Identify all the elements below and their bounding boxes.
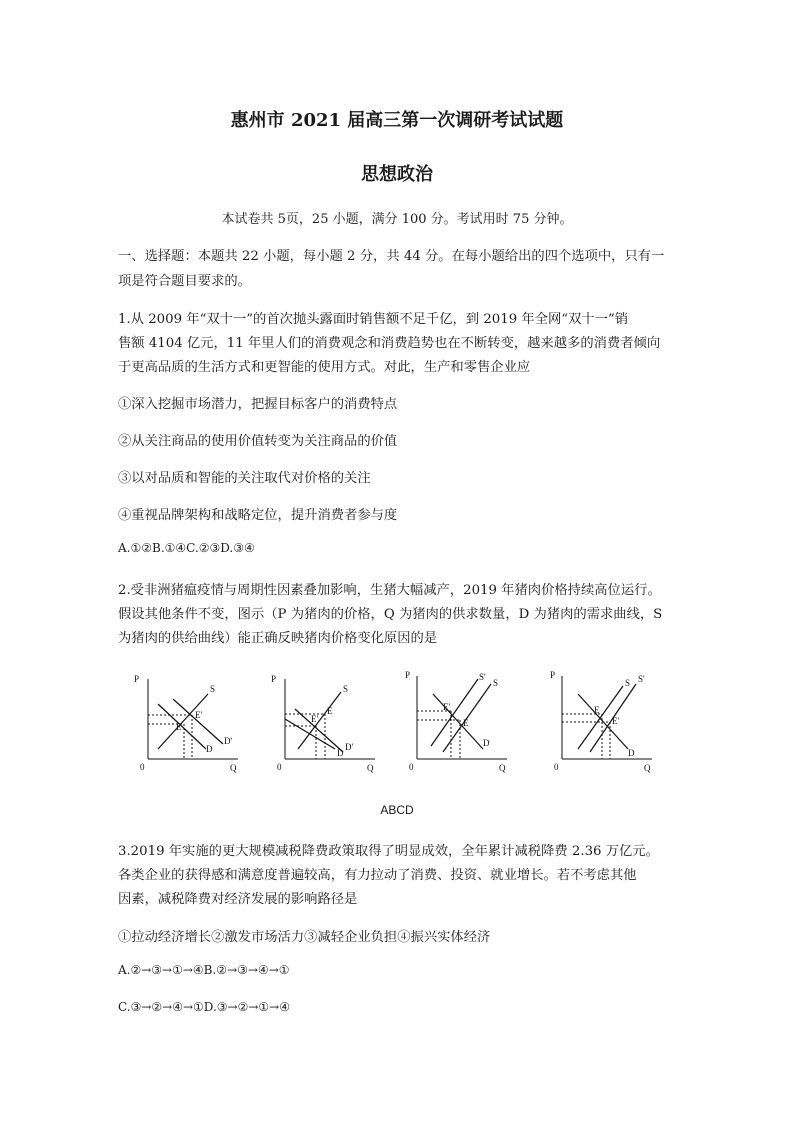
question-3-line2: 各类企业的获得感和满意度普遍较高，有力拉动了消费、投资、就业增长。若不考虑其他: [118, 868, 637, 883]
question-2-line2: 假设其他条件不变，图示（P 为猪肉的价格，Q 为猪肉的供求数量，D 为猪肉的需求曲线，S: [118, 607, 663, 622]
question-1-option-2: ②从关注商品的使用价值转变为关注商品的价值: [118, 434, 398, 449]
figure-c-axis-q: Q: [499, 763, 506, 773]
figure-b-axis-p: P: [271, 674, 277, 684]
figure-c-axis-p: P: [405, 670, 411, 680]
figure-b-label-e2: E': [311, 714, 319, 724]
figure-d-axis-q: Q: [644, 763, 651, 773]
figure-d-axis-p: P: [550, 670, 556, 680]
figure-b-origin: 0: [277, 762, 282, 772]
question-1-option-4: ④重视品牌架构和战略定位，提升消费者参与度: [118, 508, 398, 523]
figure-d-label-s: S: [625, 678, 631, 688]
figure-b-graph: [263, 664, 393, 779]
figure-a-label-e: E: [176, 722, 182, 732]
section-heading-line1: 一、选择题：本题共 22 小题，每小题 2 分，共 44 分。在每小题给出的四个选项中，只有一: [118, 249, 665, 264]
question-3-answers-cd: C.③→②→④→①D.③→②→①→④: [118, 1000, 290, 1014]
figure-c-origin: 0: [409, 762, 414, 772]
figure-a-origin: 0: [140, 762, 145, 772]
question-3-line1: 3.2019 年实施的更大规模减税降费政策取得了明显成效，全年累计减税降费 2.36 万亿元。: [118, 844, 659, 859]
figure-a: [118, 664, 248, 779]
question-1-option-3: ③以对品质和智能的关注取代对价格的关注: [118, 471, 371, 486]
question-3-items: ①拉动经济增长②激发市场活力③减轻企业负担④振兴实体经济: [118, 930, 491, 945]
figure-b-label-d2: D': [345, 742, 354, 752]
figure-a-axis-q: Q: [230, 763, 237, 773]
figure-c: [403, 664, 533, 779]
supply-demand-figures: [118, 664, 678, 779]
exam-title: 惠州市 2021 届高三第一次调研考试试题: [230, 110, 564, 131]
question-2-line3: 为猪肉的供给曲线）能正确反映猪肉价格变化原因的是: [118, 631, 438, 646]
question-1-answers: A.①②B.①④C.②③D.③④: [118, 541, 255, 555]
figure-a-label-e2: E': [195, 710, 203, 720]
question-2-line1: 2.受非洲猪瘟疫情与周期性因素叠加影响，生猪大幅减产，2019 年猪肉价格持续高位运行。: [118, 583, 661, 598]
figure-a-graph: [118, 664, 248, 779]
question-1-option-1: ①深入挖掘市场潜力，把握目标客户的消费特点: [118, 397, 398, 412]
figure-c-label-e: E: [463, 718, 469, 728]
figure-d-origin: 0: [554, 762, 559, 772]
figure-c-label-d: D: [483, 738, 490, 748]
figure-c-label-s: S: [493, 678, 499, 688]
subject-title: 思想政治: [361, 164, 433, 185]
figure-b-label-s: S: [343, 684, 349, 694]
figure-d-graph: [548, 664, 678, 779]
figure-d-label-d: D: [628, 748, 635, 758]
question-3-line3: 因素，减税降费对经济发展的影响路径是: [118, 892, 358, 907]
figure-a-axis-p: P: [134, 674, 140, 684]
figure-d-label-e: E: [594, 705, 600, 715]
question-3-answers-ab: A.②→③→①→④B.②→③→④→①: [118, 963, 290, 977]
figure-a-label-s: S: [210, 684, 216, 694]
figure-c-label-e2: E': [443, 702, 451, 712]
figure-c-label-s2: S': [479, 672, 486, 682]
section-heading-line2: 项是符合题目要求的。: [118, 274, 251, 289]
figure-c-graph: [403, 664, 533, 779]
exam-info: 本试卷共 5页，25 小题，满分 100 分。考试用时 75 分钟。: [221, 212, 573, 227]
figure-b: [263, 664, 393, 779]
figure-b-label-e: E: [327, 706, 333, 716]
figure-a-label-d2: D': [224, 736, 233, 746]
question-1-line2: 售额 4104 亿元，11 年里人们的消费观念和消费趋势也在不断转变，越来越多的消费者倾向: [118, 336, 661, 351]
question-1-line1: 1.从 2009 年“双十一”的首次抛头露面时销售额不足千亿，到 2019 年全网“双十一”销: [118, 312, 629, 327]
figure-d: [548, 664, 678, 779]
figure-d-label-e2: E': [612, 716, 620, 726]
figure-caption: ABCD: [380, 803, 414, 817]
figure-b-axis-q: Q: [367, 763, 374, 773]
question-1-line3: 于更高品质的生活方式和更智能的使用方式。对此，生产和零售企业应: [118, 360, 531, 375]
figure-b-label-d: D: [337, 748, 344, 758]
figure-a-label-d: D: [206, 744, 213, 754]
figure-d-label-s2: S': [638, 674, 645, 684]
